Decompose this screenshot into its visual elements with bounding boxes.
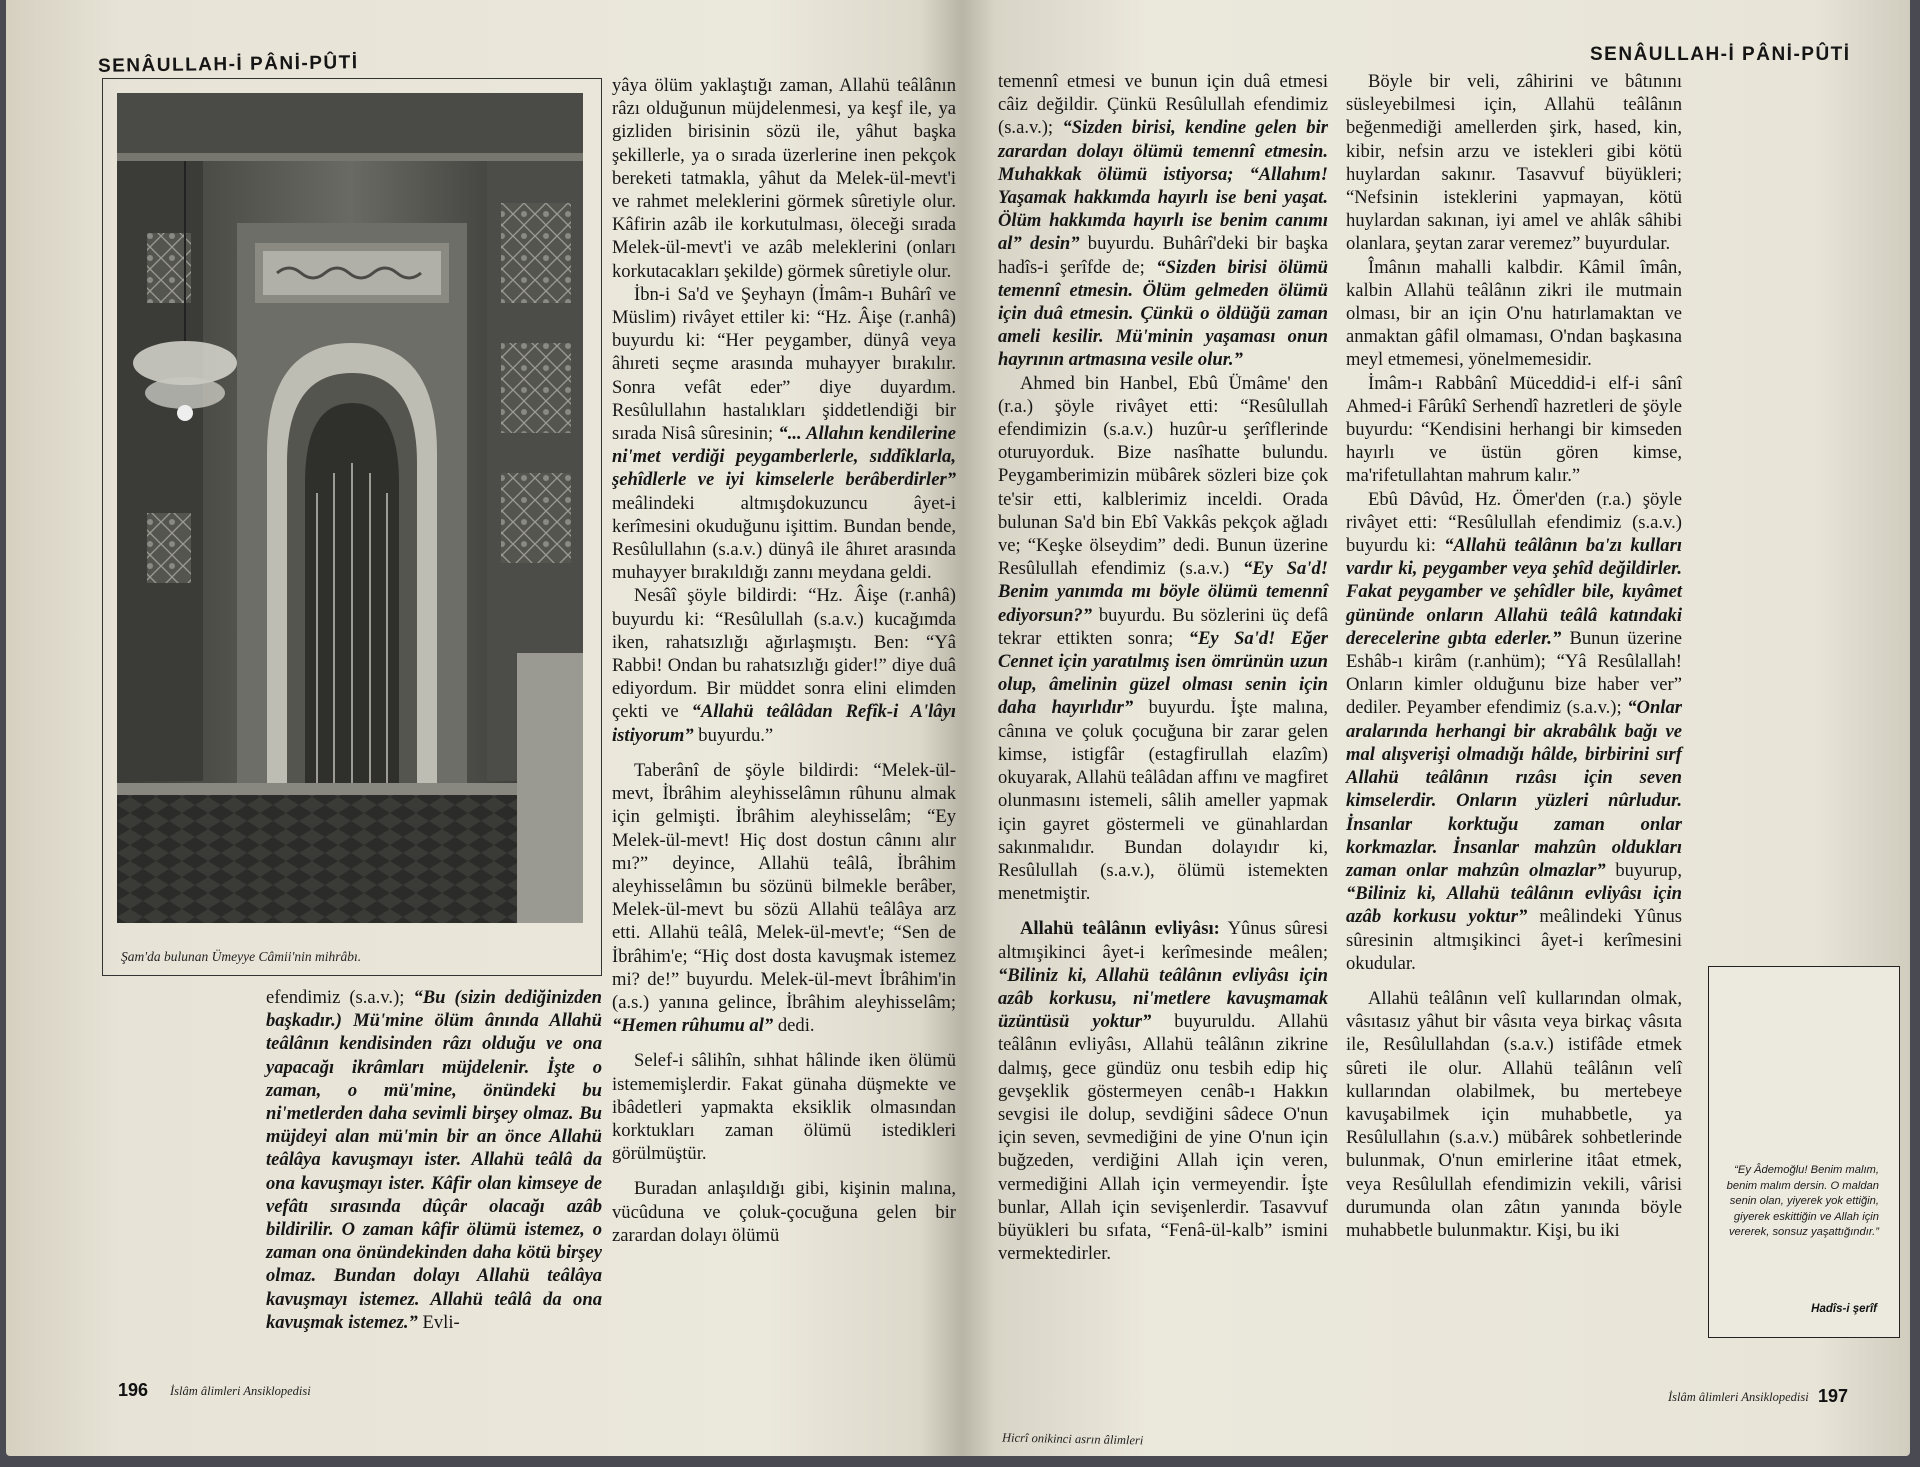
text-run: İbn-i Sa'd ve Şeyhayn (İmâm-ı Buhârî ve Müslim) rivâyet ettiler ki: “Hz. Âişe (r.anhâ) buyurdu ki: “Her peygamber, dünyâ veya âhıreti seçme arasında muhayyer bırakılır. Sonra vefât eder” diye duyardım. Resûlullahın hastalıkları şiddetlendiği bir sırada Nisâ sûresinin; [612, 283, 956, 445]
text-run: efendimiz (s.a.v.); [266, 987, 414, 1008]
paragraph: Böyle bir veli, zâhirini ve bâtınını süsleyebilmesi için, Allahü teâlânın beğenmediği amellerden şirk, hased, kin, kibir, nefsin arzu ve istekleri gibi kötü huylardan sakınır. Tasavvuf büyükleri; “Nefsinin isteklerini yapmayan, kötü huylardan sakınan, iyi amel ve ahlâk sâhibi olanlara, şeytan zarar veremez” buyurdular. [1346, 71, 1682, 255]
figure-frame [102, 78, 602, 976]
page-number-right: 197 [1818, 1386, 1849, 1406]
text-run: Taberânî de şöyle bildirdi: “Melek-ül-mevt, İbrâhim aleyhisselâmın rûhunu almak için gelmişti. İbrâhim aleyhisselâm; “Ey Melek-ül-mevt! Hiç dost dostun cânını alır mı?” deyince, Allahü teâlâ, İbrâhim aleyhisselâmın bu sözünü bilmekle berâber, Melek-ül-mevt bu sözü Allahü teâlâya arz etti. Allahü teâlâ, Melek-ül-mevt'e; “Sen de İbrâhim'e; “Hiç dost dosta kavuşmak istemez mi? de!” buyurdu. Melek-ül-mevt İbrâhim'in (a.s.) yanına gelince, İbrâhim aleyhisselâm; [612, 759, 956, 1013]
text-run: Nesâî şöyle bildirdi: “Hz. Âişe (r.anhâ) buyurdu ki: “Resûlullah (s.a.v.) kucağımda iken, rahatsızlığı ağırlaşmıştı. Ben: “Yâ Rabbi! Ondan bu rahatsızlığı gider!” diye duâ ediyordum. Bir müddet sonra elini elimden çekti ve [612, 585, 956, 723]
text-run: buyurdu.” [693, 724, 774, 746]
left-page [6, 0, 964, 1456]
paragraph: Buradan anlaşıldığı gibi, kişinin malına, vücûduna ve çoluk-çocuğuna gelen bir zarardan dolayı ölümü [612, 1178, 956, 1246]
sidebox-source: Hadîs-i şerîf [1811, 1303, 1877, 1315]
text-run: meâlindeki altmışdokuzuncu âyet-i kerîmesini okuduğunu işittim. Bundan bende, Resûlullahın (s.a.v.) dünyâ ile âhıret arasında muhayyer bırakıldığı zannı meydana geldi. [612, 492, 956, 584]
hadith-quote: “Ey Sa'd! Eğer Cennet için yaratılmış isen ömrünün uzun olup, âmelinin güzel olması senin için daha hayırlıdır” [998, 627, 1328, 719]
paragraph: İmâm-ı Rabbânî Müceddid-i elf-i sânî Ahmed-i Fârûkî Serhendî hazretleri de şöyle buyurdu: “Kendisini herhangi bir kimseden hayırlı ve üstün gören kimse, ma'rifetullahtan mahrum kalır.” [1346, 372, 1682, 487]
section-heading: Allahü teâlânın evliyâsı: [1020, 918, 1220, 940]
hadith-sidebox [1708, 966, 1900, 1338]
open-book [6, 0, 1910, 1456]
text-run: Bunun üzerine Eshâb-ı kirâm (r.anhüm); “Yâ Resûlallah! Onların kimler olduğunu bize haber ver” dediler. Peyamber efendimiz (s.a.v.); [1346, 627, 1682, 719]
text-run: Evli- [417, 1311, 460, 1333]
right-page [968, 0, 1910, 1456]
hadith-quote: “Allahü teâlânın ba'zı kulları vardır ki, peygamber veya şehîd değildirler. Fakat peygamber ve şehîdler bile, kıyâmet gününde onların Allahü teâlâ katındaki derecelerine gıbta ederler.” [1346, 535, 1682, 649]
text-run: buyurdu. İşte malına, cânına ve çoluk çocuğuna bir zarar gelen kimse, istigfâr (estagfirullah elazîm) okuyarak, Allahü teâlâdan affını ve magfiret olunmasını istemeli, sâlih ameller yapmak için gayret göstermeli ve günahlardan sakınmalıdır. Bundan dolayıdır ki, Resûlullah (s.a.v.), ölümü istemekten menetmiştir. [998, 697, 1328, 905]
text-run: Ahmed bin Hanbel, Ebû Ümâme' den (r.a.) şöyle rivâyet etti: “Resûlullah efendimizin (s.a.v.) huzûr-u şerîflerinde oturuyorduk. Bize nasîhatte bulundu. Peygamberimizin mübârek sözleri bize çok te'sir etti, kalblerimiz inceldi. Orada bulunan Sa'd bin Ebî Vakkâs pekçok ağladı ve; “Keşke ölseydim” dedi. Bunun üzerine Resûlullah efendimiz (s.a.v.) [998, 372, 1328, 580]
figure-caption: Şam'da bulunan Ümeyye Câmii'nin mihrâbı. [121, 949, 362, 964]
page-number-left: 196 [118, 1380, 149, 1400]
text-run: meâlindeki Yûnus sûresinin altmışikinci âyet-i kerîmesini okudular. [1346, 906, 1682, 974]
text-run: buyuruldu. Allahü teâlânın evliyâsı, Allahü teâlânın zikrine dalmış, gece gündüz onu tesbih edip hiç gevşeklik göstermeyen cenâb-ı Hakkın sevgisi ile dolup, sevdiğini sâdece O'nun için seven, sevmediğini de yine O'nun için buğzeden, verdiğini Allah için veren, vermediğini Allah için vermeyendir. İşte bunlar, Allah için sevişenlerdir. Tasavvuf büyükleri bu sıfata, “Fenâ-ül-kalb” ismini vermektedirler. [998, 1011, 1328, 1265]
ayah-quote: “Biliniz ki, Allahü teâlânın evliyâsı için azâb korkusu, ni'metlere kavuşmamak üzüntüsü yoktur” [998, 964, 1328, 1033]
hadith-quote: “Hemen rûhumu al” [612, 1015, 774, 1037]
text-run: dedi. [773, 1015, 815, 1037]
paragraph: Selef-i sâlihîn, sıhhat hâlinde iken ölümü istememişlerdir. Fakat günaha düşmekte ve ibâdetleri yapmakta eksiklik olmasından korktukları zaman ölümü istedikleri görülmüştür. [612, 1050, 956, 1165]
paragraph: Îmânın mahalli kalbdir. Kâmil îmân, kalbin Allahü teâlânın zikri ile mutmain olması, bir an için O'nu hatırlamaktan ve anmaktan gâfil olmaması, O'ndan başkasına meyl etmemesi, yönelmemesidir. [1346, 256, 1682, 371]
right-page-col2-text [1346, 70, 1682, 1242]
text-run: Yûnus sûresi altmışikinci âyet-i kerîmesinde meâlen; [998, 918, 1328, 963]
hadith-quote: “Sizden birisi, kendine gelen bir zarardan dolayı ölümü temennî etmesin. Muhakkak ölümü istiyorsa; “Allahım! Yaşamak hakkımda hayırlı ise beni yaşat. Ölüm hakkımda hayırlı ise benim canımı al” desin” [998, 117, 1328, 255]
text-run: buyurdu. Buhârî'deki bir başka hadîs-i şerîfde de; [998, 233, 1328, 278]
text-run: temennî etmesi ve bunun için duâ etmesi câiz değildir. Çünkü Resûlullah efendimiz (s.a.v.); [998, 71, 1328, 139]
ayah-quote: “... Allahın kendilerine ni'met verdiği peygamberlerle, sıddîklarla, şehîdlerle ve iyi kimselerle berâberdirler” [612, 423, 956, 491]
paragraph: yâya ölüm yaklaştığı zaman, Allahü teâlânın râzı olduğunun müjdelenmesi, ya keşf ile, ya gizliden birisinin sözü ile, yâhut başka şekillerle, ya o sırada üzerlerine inen pekçok bereketi tatmakla, yâhut da Melek-ül-mevt'i ve rahmet meleklerini görmek sûretiyle olur. Kâfirin azâb ile korkutulması, öleceği sırada Melek-ül-mevt'i ve azâb meleklerini (onları korkutacakları şekilde) görmek sûretiyle olur. [612, 75, 956, 282]
text-run: buyurup, [1605, 859, 1682, 881]
left-page-col2-text [612, 74, 956, 1247]
hadith-quote: “Ey Sa'd! Benim yanımda mı böyle ölümü temennî ediyorsun?” [998, 558, 1328, 626]
mosque-mihrab-photo [117, 93, 583, 923]
footer-right: İslâm âlimleri Ansiklopedisi [1668, 1390, 1809, 1404]
hadith-quote: “Sizden birisi ölümü temennî etmesin. Ölüm gelmeden ölümü için duâ etmesin. Çünkü o öldüğü zaman ameli kesilir. Mü'minin yaşaması onun hayrının artmasına vesile olur.” [998, 256, 1328, 371]
running-head-left: SENÂULLAH-İ PÂNİ-PÛTİ [97, 52, 359, 77]
text-run: Ebû Dâvûd, Hz. Ömer'den (r.a.) şöyle rivâyet etti: “Resûlullah efendimiz (s.a.v.) buyurdu ki: [1346, 488, 1682, 557]
text-run: buyurdu. Bu sözlerini üç defâ tekrar ettikten sonra; [998, 604, 1328, 649]
left-page-col1-text [266, 986, 602, 1334]
hadith-quote: “Allahü teâlâdan Refîk-i A'lâyı istiyorum” [612, 701, 956, 746]
footer-left: İslâm âlimleri Ansiklopedisi [170, 1384, 311, 1398]
hadith-quote: “Onlar aralarında herhangi bir akrabâlık bağı ve mal alışverişi olmadığı hâlde, birbirini sırf Allahü teâlânın rızâsı için seven kimselerdir. Onların yüzleri nûrludur. İnsanlar korktuğu zaman onlar korkmazlar. İnsanlar mahzûn oldukları zaman onlar mahzûn olmazlar” [1346, 697, 1682, 881]
footer-right-left: Hicrî onikinci asrın âlimleri [1001, 1430, 1144, 1448]
paragraph: Allahü teâlânın velî kullarından olmak, vâsıtasız yâhut bir vâsıta veya birkaç vâsıta ile, Resûlullahdan (s.a.v.) istifâde etmek sûreti ile olur. Allahü teâlânın velî kullarından olabilmek, bu mertebeye kavuşabilmek için muhabbetle, ya Resûlullahın (s.a.v.) mübârek sohbetlerinde bulunmak, O'nun emirlerine itâat etmek, veya Resûlullah efendimizin vekili, vârisi durumunda olan zâtın yanında böyle muhabbetle bulunmaktır. Kişi, bu iki [1346, 987, 1682, 1241]
ayah-quote: “Biliniz ki, Allahü teâlânın evliyâsı için azâb korkusu yoktur” [1346, 883, 1682, 928]
right-page-col1-text [998, 70, 1328, 1265]
running-head-right: SENÂULLAH-İ PÂNİ-PÛTİ [1590, 44, 1851, 65]
sidebox-quote: “Ey Âdemoğlu! Benim malım, benim malım dersin. O maldan senin olan, yiyerek yok ettiğin, giyerek eskittiğin ve Allah için vererek, sonsuz yaşattığındır.” [1726, 1164, 1879, 1238]
hadith-quote: “Bu (sizin dediğinizden başkadır.) Mü'mine ölüm ânında Allahü teâlânın kendisinden râzı olduğu ve ona yapacağı ikrâmları müjdelenir. İşte o zaman, o mü'mine, önündeki bu ni'metlerden daha sevimli birşey olmaz. Bu müjdeyi alan mü'min bir an önce Allahü teâlâya kavuşmayı ister. Allahü teâlâ da ona kavuşmayı ister. Kâfir olan kimseye de vefâtı sırasında dûçâr olacağı azâb bildirilir. O zaman kâfir ölümü istemez, o zaman ona önündekinden daha kötü birşey olmaz. Bundan dolayı Allahü teâlâya kavuşmayı istemez. Allahü teâlâ da ona kavuşmak istemez.” [266, 987, 602, 1333]
